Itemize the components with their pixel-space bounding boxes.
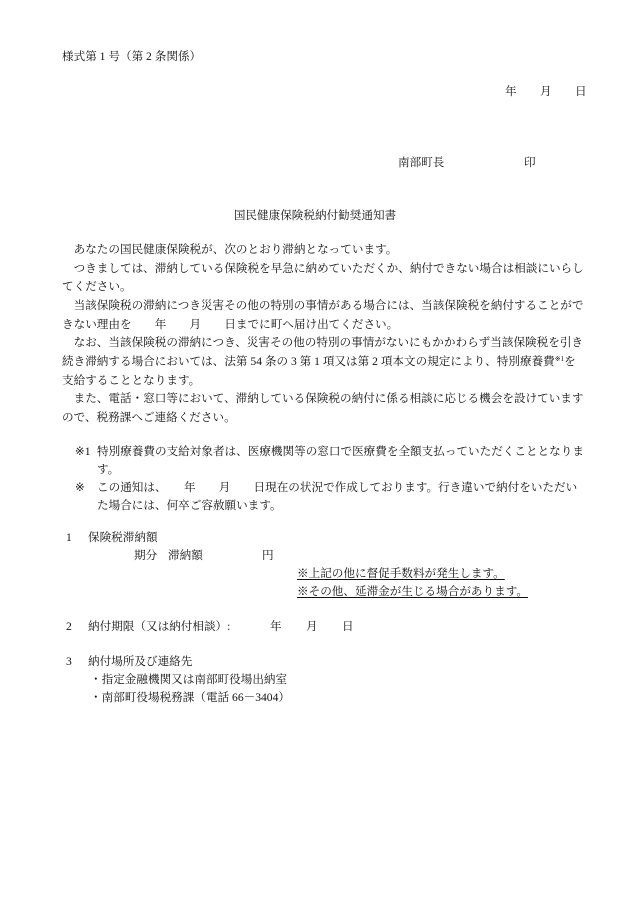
note-marker: ※1 [75,445,91,458]
note-notice-date [75,479,595,515]
body-line: また、電話・窓口等において、滞納している保険税の納付に係る相談に応じる機会を設けています [62,392,584,406]
note-line: す。 [97,463,120,476]
document-title: 国民健康保険税納付勧奨通知書 [233,209,397,222]
section-number: 2 [66,620,72,633]
yen-unit: 円 [262,549,274,562]
section-heading-deadline: 納付期限（又は納付相談）: [88,620,231,633]
body-line: なお、当該保険税の滞納につき、災害その他の特別の事情がないにもかかわらず当該保険税を引き [62,336,584,350]
section-number: 3 [66,655,72,668]
remark-fee: ※上記の他に督促手数料が発生します。 [297,567,505,580]
body-line: 当該保険税の滞納につき災害その他の特別の事情がある場合には、当該保険税を納付することがで [62,298,584,312]
body-line: ので、税務課へご連絡ください。 [62,410,236,424]
deadline-year-label: 年 [270,620,282,633]
body-line: きない理由を 年 月 日までに町へ届け出てください。 [62,317,399,331]
body-line-text: 続き滞納する場合においては、法第 54 条の 3 第 1 項又は第 2 項本文の規定により、特別療養費 [62,354,555,368]
note-marker: ※ [75,481,85,494]
body-line: あなたの国民健康保険税が、次のとおり滞納となっています。 [62,243,398,256]
footnote-reference: ※1 [554,354,565,363]
note-line: た場合には、何卒ご容赦願います。 [97,499,282,512]
date-year-label: 年 [505,85,517,98]
body-line: つきましては、滞納している保険税を早急に納めていただくか、納付できない場合は相談にいらし [62,261,584,275]
body-line-text: を [564,354,576,368]
deadline-month-label: 月 [306,620,318,633]
body-line-with-footnote [62,353,584,372]
issuer-seal-label: 印 [524,156,536,169]
notice-body [62,241,584,428]
note-line: この通知は、 年 月 日現在の状況で作成しております。行き違いで納付をいただい [97,481,578,494]
remark-late-charge: ※その他、延滞金が生じる場合があります。 [297,585,528,598]
body-line: てください。 [62,280,132,294]
form-number: 様式第 1 号（第 2 条関係） [62,50,202,63]
note-special-medical-expense [75,443,595,479]
section-heading-arrears: 保険税滞納額 [88,531,158,544]
contact-item: ・指定金融機関又は南部町役場出納室 [90,673,288,686]
contact-item: ・南部町役場税務課（電話 66－3404） [90,691,290,704]
period-label: 期分 [134,549,158,562]
note-line: 特別療養費の支給対象者は、医療機関等の窓口で医療費を全額支払っていただくこととなりま [97,445,584,458]
arrears-amount-label: 滞納額 [168,549,203,562]
deadline-day-label: 日 [342,620,354,633]
issuer-name: 南部町長 [398,156,445,169]
section-number: 1 [66,531,72,544]
section-heading-contact: 納付場所及び連絡先 [88,655,193,668]
note-text [97,443,584,479]
date-month-label: 月 [540,85,552,98]
date-day-label: 日 [575,85,587,98]
body-line: 支給することとなります。 [62,373,201,387]
note-text [97,479,577,515]
